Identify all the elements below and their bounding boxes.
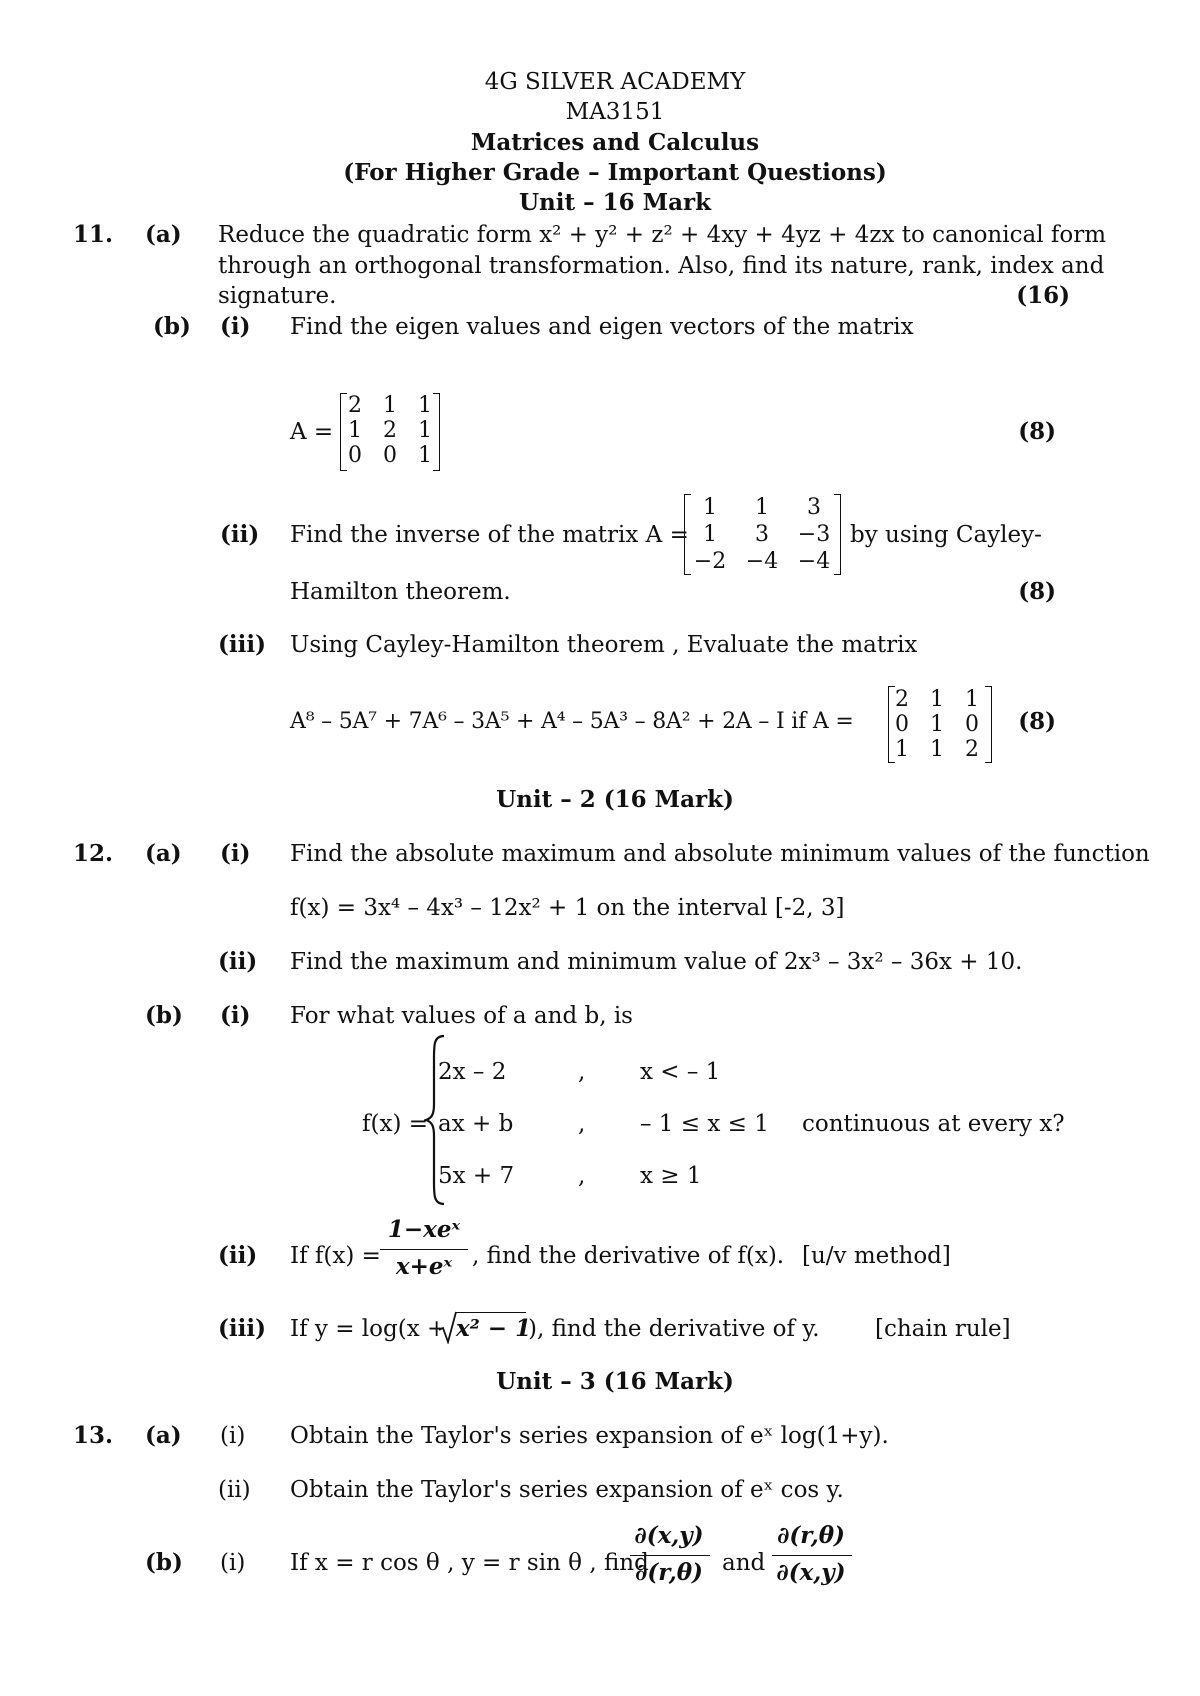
matrix-cell: 3 — [807, 495, 821, 520]
q11bii-pre: Find the inverse of the matrix A = — [290, 522, 689, 548]
matrix-cell: 1 — [755, 495, 769, 520]
subpart-label: (ii) — [218, 948, 258, 975]
part-label: (a) — [145, 840, 182, 867]
case-comma: , — [578, 1163, 586, 1189]
matrix-cell: 1 — [703, 495, 717, 520]
matrix-cell: 1 — [930, 712, 944, 737]
matrix-cell: 3 — [755, 522, 769, 547]
q12biii-pre: If y = log(x + — [290, 1316, 447, 1342]
jacobian2-denominator: ∂(x,y) — [776, 1559, 846, 1586]
subpart-label: (i) — [220, 1002, 251, 1029]
fraction-numerator: 1−xeˣ — [387, 1216, 461, 1243]
matrix-cell: 1 — [965, 687, 979, 712]
subject-title: Matrices and Calculus — [470, 129, 760, 156]
jacobian1-denominator: ∂(r,θ) — [635, 1559, 703, 1586]
q11bii-line2: Hamilton theorem. — [290, 579, 511, 605]
marks: (8) — [1018, 418, 1056, 445]
q11a-text-line2: through an orthogonal transformation. Also, find its nature, rank, index and — [218, 253, 1105, 279]
matrix-cell: 2 — [895, 687, 909, 712]
fraction-bar — [380, 1249, 468, 1250]
matrix-cell: 2 — [348, 393, 362, 418]
matrix-cell: −3 — [797, 522, 831, 547]
part-label: (b) — [145, 1002, 183, 1029]
q11bii-post: by using Cayley- — [850, 522, 1042, 548]
question-number-11: 11. — [73, 221, 114, 248]
matrix-cell: 1 — [703, 522, 717, 547]
case-expression: 2x – 2 — [438, 1059, 507, 1085]
marks: (8) — [1018, 578, 1056, 605]
q13aii-text: Obtain the Taylor's series expansion of eˣ cos y. — [290, 1477, 844, 1503]
subpart-label: (ii) — [218, 1242, 258, 1269]
marks: (8) — [1018, 708, 1056, 735]
case-condition: x ≥ 1 — [640, 1163, 702, 1189]
q13bi-pre: If x = r cos θ , y = r sin θ , find — [290, 1550, 649, 1576]
q11biii-text: Using Cayley-Hamilton theorem , Evaluate the matrix — [290, 632, 918, 658]
matrix-cell: 0 — [895, 712, 909, 737]
case-comma: , — [578, 1111, 586, 1137]
case-condition: x < – 1 — [640, 1059, 721, 1085]
unit1-heading: Unit – 16 Mark — [518, 189, 712, 216]
q12bii-pre: If f(x) = — [290, 1243, 381, 1269]
part-label: (a) — [145, 1422, 182, 1449]
subpart-label: (ii) — [218, 1477, 251, 1503]
q11bi-text: Find the eigen values and eigen vectors of the matrix — [290, 314, 914, 340]
part-label: (b) — [145, 1549, 183, 1576]
case-expression: ax + b — [438, 1111, 514, 1137]
fraction-denominator: x+eˣ — [395, 1253, 453, 1280]
matrix-cell: 1 — [418, 443, 432, 468]
question-number-13: 13. — [73, 1422, 114, 1449]
course-code: MA3151 — [565, 99, 665, 125]
subpart-label: (ii) — [220, 521, 260, 548]
part-label: (a) — [145, 221, 182, 248]
matrix-cell: 2 — [965, 737, 979, 762]
q12bii-post: , find the derivative of f(x). — [472, 1243, 785, 1269]
q11biii-expression: A⁸ – 5A⁷ + 7A⁶ – 3A⁵ + A⁴ – 5A³ – 8A² + 2A – I if A = — [290, 709, 854, 734]
matrix-cell: 1 — [383, 393, 397, 418]
academy-name: 4G SILVER ACADEMY — [484, 69, 746, 95]
and-word: and — [722, 1550, 766, 1576]
q12biii-post: ), find the derivative of y. — [528, 1316, 820, 1342]
case-condition: – 1 ≤ x ≤ 1 — [640, 1111, 769, 1137]
subpart-label: (iii) — [218, 1315, 266, 1342]
matrix-right-bracket — [834, 494, 841, 575]
matrix-cell: 1 — [895, 737, 909, 762]
subpart-label: (i) — [220, 1423, 246, 1449]
matrix-cell: 1 — [930, 737, 944, 762]
piecewise-tail: continuous at every x? — [802, 1111, 1065, 1137]
q11a-text-line1: Reduce the quadratic form x² + y² + z² + 4xy + 4yz + 4zx to canonical form — [218, 222, 1107, 248]
matrix-cell: 2 — [383, 418, 397, 443]
subpart-label: (i) — [220, 1550, 246, 1576]
unit3-heading: Unit – 3 (16 Mark) — [496, 1368, 734, 1395]
matrix-cell: 1 — [418, 393, 432, 418]
q12ai-line1: Find the absolute maximum and absolute minimum values of the function — [290, 841, 1150, 867]
case-comma: , — [578, 1059, 586, 1085]
fraction-bar — [772, 1555, 852, 1556]
subtitle-note: (For Higher Grade – Important Questions) — [343, 159, 887, 186]
matrix-cell: 0 — [383, 443, 397, 468]
subpart-label: (i) — [220, 840, 251, 867]
jacobian2-numerator: ∂(r,θ) — [777, 1522, 845, 1549]
piecewise-lhs: f(x) = — [362, 1111, 429, 1137]
q13ai-text: Obtain the Taylor's series expansion of eˣ log(1+y). — [290, 1423, 889, 1449]
q12ai-line2: f(x) = 3x⁴ – 4x³ – 12x² + 1 on the interval [-2, 3] — [290, 895, 845, 921]
matrix-cell: 1 — [930, 687, 944, 712]
sqrt-sign — [438, 1310, 458, 1344]
subpart-label: (i) — [220, 313, 251, 340]
matrix-cell: 0 — [965, 712, 979, 737]
q12aii-text: Find the maximum and minimum value of 2x³ – 3x² – 36x + 10. — [290, 949, 1023, 975]
q12bi-text: For what values of a and b, is — [290, 1003, 633, 1029]
matrix-cell: 1 — [418, 418, 432, 443]
q11a-text-line3: signature. — [218, 283, 337, 309]
radicand: x² − 1 — [456, 1315, 532, 1342]
question-number-12: 12. — [73, 840, 114, 867]
unit2-heading: Unit – 2 (16 Mark) — [496, 786, 734, 813]
marks: (16) — [1016, 282, 1070, 309]
matrix-cell: −4 — [745, 549, 779, 574]
q12bii-hint: [u/v method] — [802, 1243, 951, 1269]
matrix-cell: −2 — [693, 549, 727, 574]
case-expression: 5x + 7 — [438, 1163, 515, 1189]
radical-bar — [456, 1312, 526, 1313]
matrix-cell: −4 — [797, 549, 831, 574]
q12biii-hint: [chain rule] — [875, 1316, 1011, 1342]
matrix-cell: 1 — [348, 418, 362, 443]
matrix-lhs: A = — [290, 419, 334, 445]
matrix-cell: 0 — [348, 443, 362, 468]
subpart-label: (iii) — [218, 631, 266, 658]
part-label: (b) — [153, 313, 191, 340]
jacobian1-numerator: ∂(x,y) — [634, 1522, 704, 1549]
fraction-bar — [630, 1555, 710, 1556]
